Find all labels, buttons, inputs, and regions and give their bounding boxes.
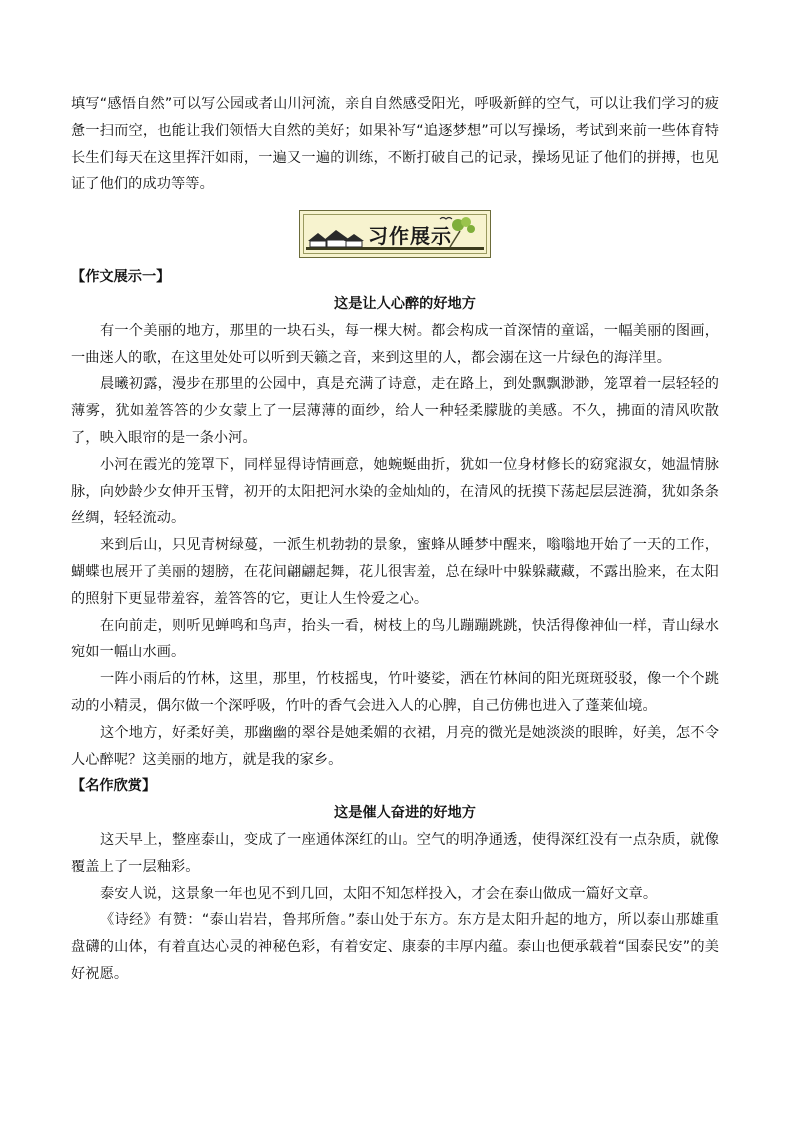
section1-paragraph: 有一个美丽的地方，那里的一块石头，每一棵大树。都会构成一首深情的童谣，一幅美丽的图画，一曲迷人的歌，在这里处处可以听到天籁之音，来到这里的人，都会溺在这一片绿色的海洋里。 [71, 322, 719, 366]
section1-title: 这是让人心醉的好地方 [334, 295, 476, 312]
section2-paragraph: 这天早上，整座泰山，变成了一座通体深红的山。空气的明净通透，使得深红没有一点杂质，就像覆盖上了一层釉彩。 [71, 831, 719, 875]
section-banner [299, 210, 491, 258]
section1-paragraph: 小河在霞光的笼罩下，同样显得诗情画意，她蜿蜒曲折，犹如一位身材修长的窈窕淑女，她温情脉脉，向妙龄少女伸开玉臂，初开的太阳把河水染的金灿灿的，在清风的抚摸下荡起层层涟漪，犹如条条丝绸，轻轻流动。 [71, 456, 719, 527]
section1-paragraph: 来到后山，只见青树绿蔓，一派生机勃勃的景象，蜜蜂从睡梦中醒来，嗡嗡地开始了一天的工作，蝴蝶也展开了美丽的翅膀，在花间翩翩起舞，花儿很害羞，总在绿叶中躲躲藏藏，不露出脸来，在太阳的照射下更显带羞容，羞答答的它，更让人生怜爱之心。 [71, 537, 719, 607]
section2-title: 这是催人奋进的好地方 [334, 805, 476, 822]
section2-label: 【名作欣赏】 [71, 778, 157, 795]
intro-paragraph: 填写“感悟自然”可以写公园或者山川河流，亲自自然感受阳光，呼吸新鲜的空气，可以让我们学习的疲惫一扫而空，也能让我们领悟大自然的美好；如果补写“追逐梦想”可以写操场，考试到来前一些体育特长生们每天在这里挥汗如雨，一遍又一遍的训练，不断打破自己的记录，操场见证了他们的拼搏，也见证了他们的成功等等。 [71, 96, 719, 193]
section1-paragraph: 在向前走，则听见蝉鸣和鸟声，抬头一看，树枝上的鸟儿蹦蹦跳跳，快活得像神仙一样，青山绿水宛如一幅山水画。 [71, 617, 719, 661]
section1-paragraph: 这个地方，好柔好美，那幽幽的翠谷是她柔媚的衣裙，月亮的微光是她淡淡的眼眸，好美，怎不令人心醉呢？这美丽的地方，就是我的家乡。 [71, 724, 719, 768]
section2-paragraph: 泰安人说，这景象一年也见不到几回，太阳不知怎样投入，才会在泰山做成一篇好文章。 [100, 885, 658, 902]
section1-paragraph: 一阵小雨后的竹林，这里，那里，竹枝摇曳，竹叶婆娑，洒在竹林间的阳光斑斑驳驳，像一个个跳动的小精灵，偶尔做一个深呼吸，竹叶的香气会进入人的心脾，自己仿佛也进入了蓬莱仙境。 [71, 671, 719, 714]
section2-paragraph: 《诗经》有赞：“泰山岩岩，鲁邦所詹。”泰山处于东方。东方是太阳升起的地方，所以泰山那雄重盘礴的山体，有着直达心灵的神秘色彩，有着安定、康泰的丰厚内蕴。泰山也便承载着“国泰民安”的美好祝愿。 [71, 912, 719, 982]
banner-title: 习作展示 [368, 224, 452, 249]
section1-paragraph: 晨曦初露，漫步在那里的公园中，真是充满了诗意，走在路上，到处飘飘渺渺，笼罩着一层轻轻的薄雾，犹如羞答答的少女蒙上了一层薄薄的面纱，给人一种轻柔朦胧的美感。不久，拂面的清风吹散了，映入眼帘的是一条小河。 [71, 376, 719, 446]
document-page [71, 91, 719, 988]
banner-container [71, 210, 719, 258]
section1-label: 【作文展示一】 [71, 269, 171, 286]
